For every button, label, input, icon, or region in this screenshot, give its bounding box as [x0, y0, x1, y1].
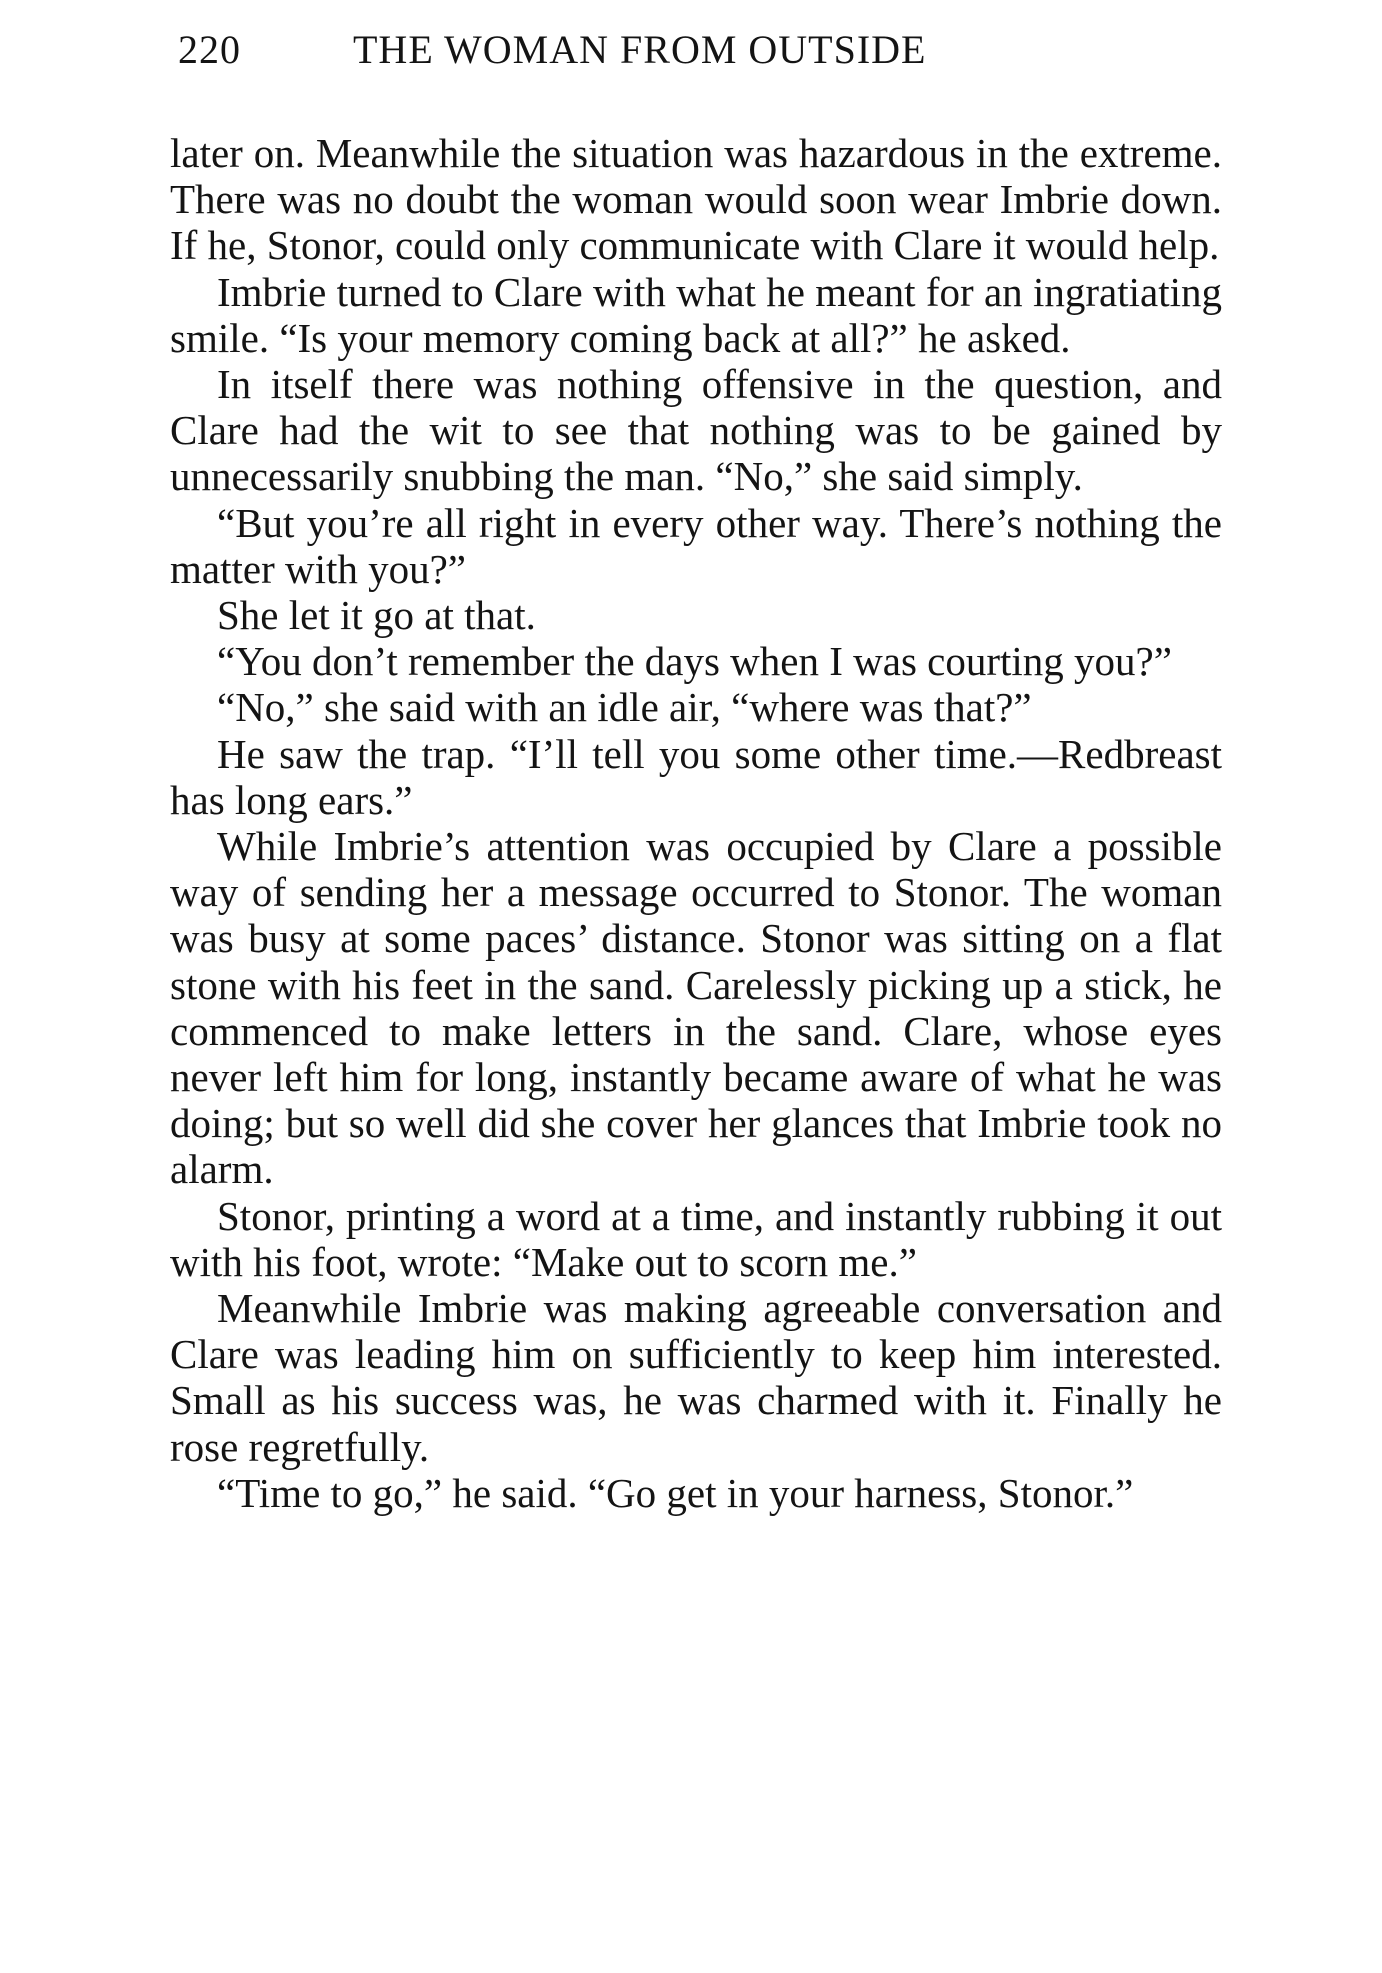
paragraph-continued: later on. Meanwhile the situation was hazardous in the extreme. There was no doubt the woman would soon wear Imbrie down. If he, Stonor, could only communicate with Clare it would help.	[170, 130, 1222, 269]
paragraph: Imbrie turned to Clare with what he meant for an ingratiating smile. “Is your memory coming back at all?” he asked.	[170, 268, 1222, 361]
paragraph: “You don’t remember the days when I was courting you?”	[217, 638, 1172, 685]
paragraph: While Imbrie’s attention was occupied by Clare a possible way of sending her a message occurred to Stonor. The woman was busy at some paces’ distance. Stonor was sitting on a flat stone with his feet in the sand. Carelessly picking up a stick, he commenced to make letters in the sand. Clare, whose eyes never left him for long, instantly became aware of what he was doing; but so well did she cover her glances that Imbrie took no alarm.	[170, 823, 1222, 1193]
paragraph: In itself there was nothing offensive in the question, and Clare had the wit to see that nothing was to be gained by unnecessarily snubbing the man. “No,” she said simply.	[170, 361, 1222, 500]
paragraph: He saw the trap. “I’ll tell you some other time.—Redbreast has long ears.”	[170, 730, 1222, 823]
paragraph: Stonor, printing a word at a time, and instantly rubbing it out with his foot, wrote: “Make out to scorn me.”	[170, 1192, 1222, 1285]
body-text	[170, 130, 1222, 1516]
paragraph: Meanwhile Imbrie was making agreeable conversation and Clare was leading him on sufficiently to keep him interested. Small as his success was, he was charmed with it. Finally he rose regretfully.	[170, 1285, 1222, 1470]
page-number: 220	[178, 27, 241, 72]
book-page	[170, 20, 1222, 1920]
running-head	[170, 20, 1222, 80]
paragraph: “Time to go,” he said. “Go get in your harness, Stonor.”	[217, 1469, 1134, 1516]
paragraph: She let it go at that.	[217, 592, 536, 639]
paragraph: “No,” she said with an idle air, “where was that?”	[217, 684, 1032, 731]
paragraph: “But you’re all right in every other way. There’s nothing the matter with you?”	[170, 499, 1222, 592]
book-title: THE WOMAN FROM OUTSIDE	[353, 27, 927, 72]
